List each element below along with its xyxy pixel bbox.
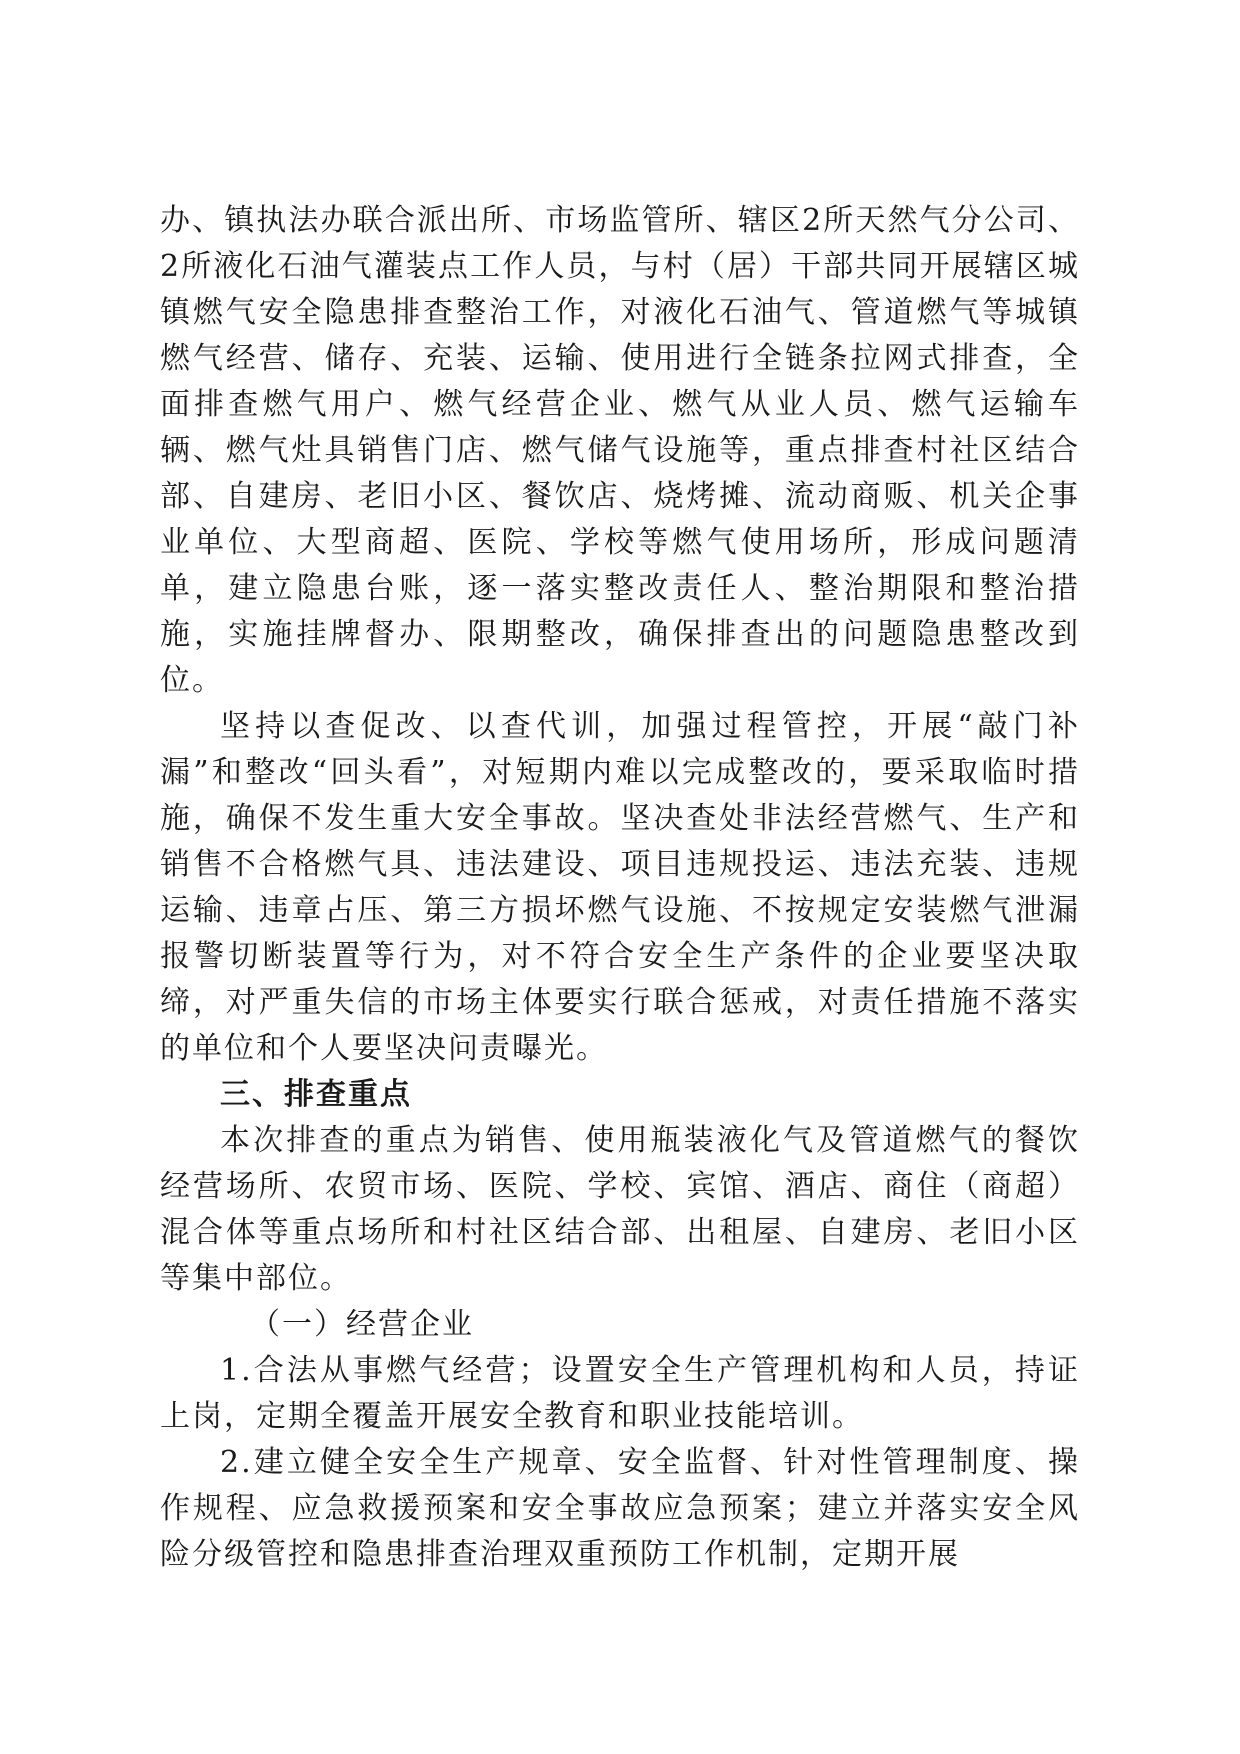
list-item: 2.建立健全安全生产规章、安全监督、针对性管理制度、操作规程、应急救援预案和安全事故应急预案；建立并落实安全风险分级管控和隐患排查治理双重预防工作机制，定期开展: [160, 1445, 1080, 1572]
subsection-heading-operating-enterprises: （一）经营企业: [250, 1307, 474, 1342]
paragraph-rectification: 坚持以查促改、以查代训，加强过程管控，开展“敲门补漏”和整改“回头看”，对短期内难以完成整改的，要采取临时措施，确保不发生重大安全事故。坚决查处非法经营燃气、生产和销售不合格燃气具、违法建设、项目违规投运、违法充装、违规运输、违章占压、第三方损坏燃气设施、不按规定安装燃气泄漏报警切断装置等行为，对不符合安全生产条件的企业要坚决取缔，对严重失信的市场主体要实行联合惩戒，对责任措施不落实的单位和个人要坚决问责曝光。: [160, 709, 1080, 1066]
paragraph-continuation: 办、镇执法办联合派出所、市场监管所、辖区2所天然气分公司、2所液化石油气灌装点工作人员，与村（居）干部共同开展辖区城镇燃气安全隐患排查整治工作，对液化石油气、管道燃气等城镇燃气经营、储存、充装、运输、使用进行全链条拉网式排查，全面排查燃气用户、燃气经营企业、燃气从业人员、燃气运输车辆、燃气灶具销售门店、燃气储气设施等，重点排查村社区结合部、自建房、老旧小区、餐饮店、烧烤摊、流动商贩、机关企事业单位、大型商超、医院、学校等燃气使用场所，形成问题清单，建立隐患台账，逐一落实整改责任人、整治期限和整治措施，实施挂牌督办、限期整改，确保排查出的问题隐患整改到位。: [160, 203, 1080, 698]
list-item: 1.合法从事燃气经营；设置安全生产管理机构和人员，持证上岗，定期全覆盖开展安全教育和职业技能培训。: [160, 1353, 1080, 1434]
document-page: [160, 198, 1080, 1578]
paragraph-inspection-focus: 本次排查的重点为销售、使用瓶装液化气及管道燃气的餐饮经营场所、农贸市场、医院、学校、宾馆、酒店、商住（商超）混合体等重点场所和村社区结合部、出租屋、自建房、老旧小区等集中部位。: [160, 1123, 1080, 1296]
section-heading-inspection-focus: 三、排查重点: [220, 1077, 412, 1112]
